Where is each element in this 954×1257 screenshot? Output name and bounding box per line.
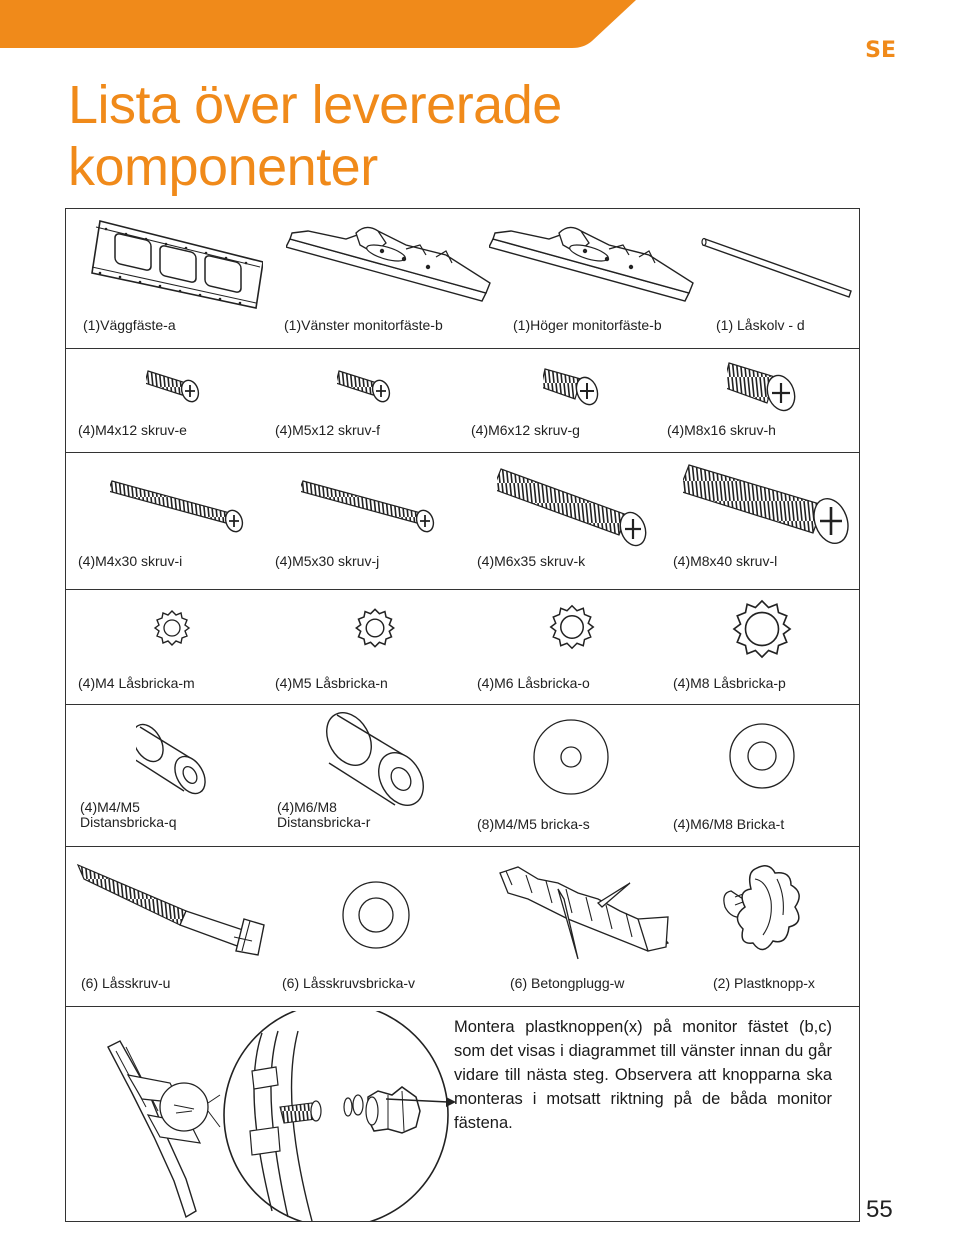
part-label: (6) Låsskruv-u [81,975,171,991]
parts-row-1 [66,209,859,349]
part-label: (4)M6 Låsbricka-o [477,675,590,691]
right-bracket-icon [489,223,699,303]
page-number: 55 [866,1196,893,1223]
part-label: (4)M5x30 skruv-j [275,553,380,569]
part-label: (4)M6x12 skruv-g [471,422,580,438]
wall-plate-icon [78,215,263,310]
parts-row-4 [66,590,859,705]
instruction-text: Montera plastknoppen(x) på monitor fästet (b,c) som det visas i diagrammet till vänster innan du går vidare till nästa steg. Observera att knopparna ska monteras i motsatt riktning på de båda monitor fästena. [454,1018,832,1132]
lock-washer-icon [152,608,192,648]
parts-row-6 [66,847,859,1007]
part-wall-anchor [506,847,711,1006]
part-label: (4)M8 Låsbricka-p [673,675,786,691]
parts-row-5 [66,705,859,847]
part-m5-lock-washer [263,590,459,704]
part-plastic-knob [711,847,859,1006]
part-m6-m8-washer [655,705,859,846]
short-screw-icon [543,363,609,411]
lock-washer-icon [547,602,597,652]
part-label: (8)M4/M5 bricka-s [477,816,590,832]
part-m4-lock-washer [66,590,263,704]
parts-grid [65,208,860,1222]
part-m5x30-screw [263,453,459,589]
spacer-icon [323,709,433,809]
wall-anchor-icon [498,859,673,964]
part-m4x12-screw [66,349,263,452]
part-m8x40-screw [655,453,859,589]
part-label: (4)M8x40 skruv-l [673,553,778,569]
language-code: SE [865,38,896,63]
part-label: (6) Betongplugg-w [510,975,625,991]
part-label-line-2: Distansbricka-r [277,814,371,830]
long-screw-icon [110,477,250,537]
locking-rod-icon [701,231,857,301]
part-label: (6) Låsskruvsbricka-v [282,975,416,991]
part-label: (4)M5 Låsbricka-n [275,675,388,691]
part-lag-bolt [66,847,278,1006]
part-label: (4)M4x12 skruv-e [78,422,187,438]
parts-row-3 [66,453,859,590]
plastic-knob-icon [721,861,811,961]
page-title [68,74,768,198]
part-label: (4)M5x12 skruv-f [275,422,381,438]
part-label: (4)M4x30 skruv-i [78,553,183,569]
long-screw-icon [683,461,859,553]
part-m6x12-screw [459,349,655,452]
spacer-icon [136,721,216,797]
part-lag-bolt-washer [278,847,506,1006]
part-label: (1)Höger monitorfäste-b [513,317,662,333]
part-m8x16-screw [655,349,859,452]
part-locking-rod [701,209,859,348]
lock-washer-icon [353,606,397,650]
part-label: (1)Väggfäste-a [83,317,176,333]
page-title-line-1: Lista över levererade [68,75,562,135]
part-label: (2) Plastknopp-x [713,975,815,991]
short-screw-icon [727,357,807,417]
part-m4-m5-spacer [66,705,263,846]
part-label: (1)Vänster monitorfäste-b [284,317,443,333]
short-screw-icon [337,367,397,407]
part-right-bracket [481,209,701,348]
arrow-icon [386,1095,456,1109]
assembly-diagram [66,1007,451,1221]
part-label: (1) Låskolv - d [716,317,805,333]
part-label: (4)M8x16 skruv-h [667,422,776,438]
flat-washer-icon [531,717,611,797]
part-m6x35-screw [459,453,655,589]
part-label [277,800,370,830]
part-label: (4)M6/M8 Bricka-t [673,816,785,832]
part-m8-lock-washer [655,590,859,704]
part-m4-m5-washer [459,705,655,846]
part-wall-plate [66,209,266,348]
part-label-line-2: Distansbricka-q [80,814,177,830]
page-title-line-2: komponenter [68,137,378,197]
part-label: (4)M4 Låsbricka-m [78,675,195,691]
part-left-bracket [266,209,481,348]
part-m5x12-screw [263,349,459,452]
part-label: (4)M6x35 skruv-k [477,553,586,569]
long-screw-icon [301,477,441,537]
part-label-line-1: (4)M6/M8 [277,799,337,815]
part-label-line-1: (4)M4/M5 [80,799,140,815]
long-screw-icon [497,463,657,553]
lag-bolt-icon [76,859,271,959]
lock-washer-icon [729,596,795,662]
part-m4x30-screw [66,453,263,589]
knob-assembly-diagram [102,1011,452,1221]
parts-row-7 [66,1007,859,1221]
top-banner [0,0,954,50]
left-bracket-icon [286,223,496,303]
flat-washer-icon [727,721,797,791]
part-label [80,800,176,830]
part-m6-lock-washer [459,590,655,704]
part-m6-m8-spacer [263,705,459,846]
short-screw-icon [146,367,206,407]
flat-washer-icon [340,879,412,951]
parts-row-2 [66,349,859,453]
